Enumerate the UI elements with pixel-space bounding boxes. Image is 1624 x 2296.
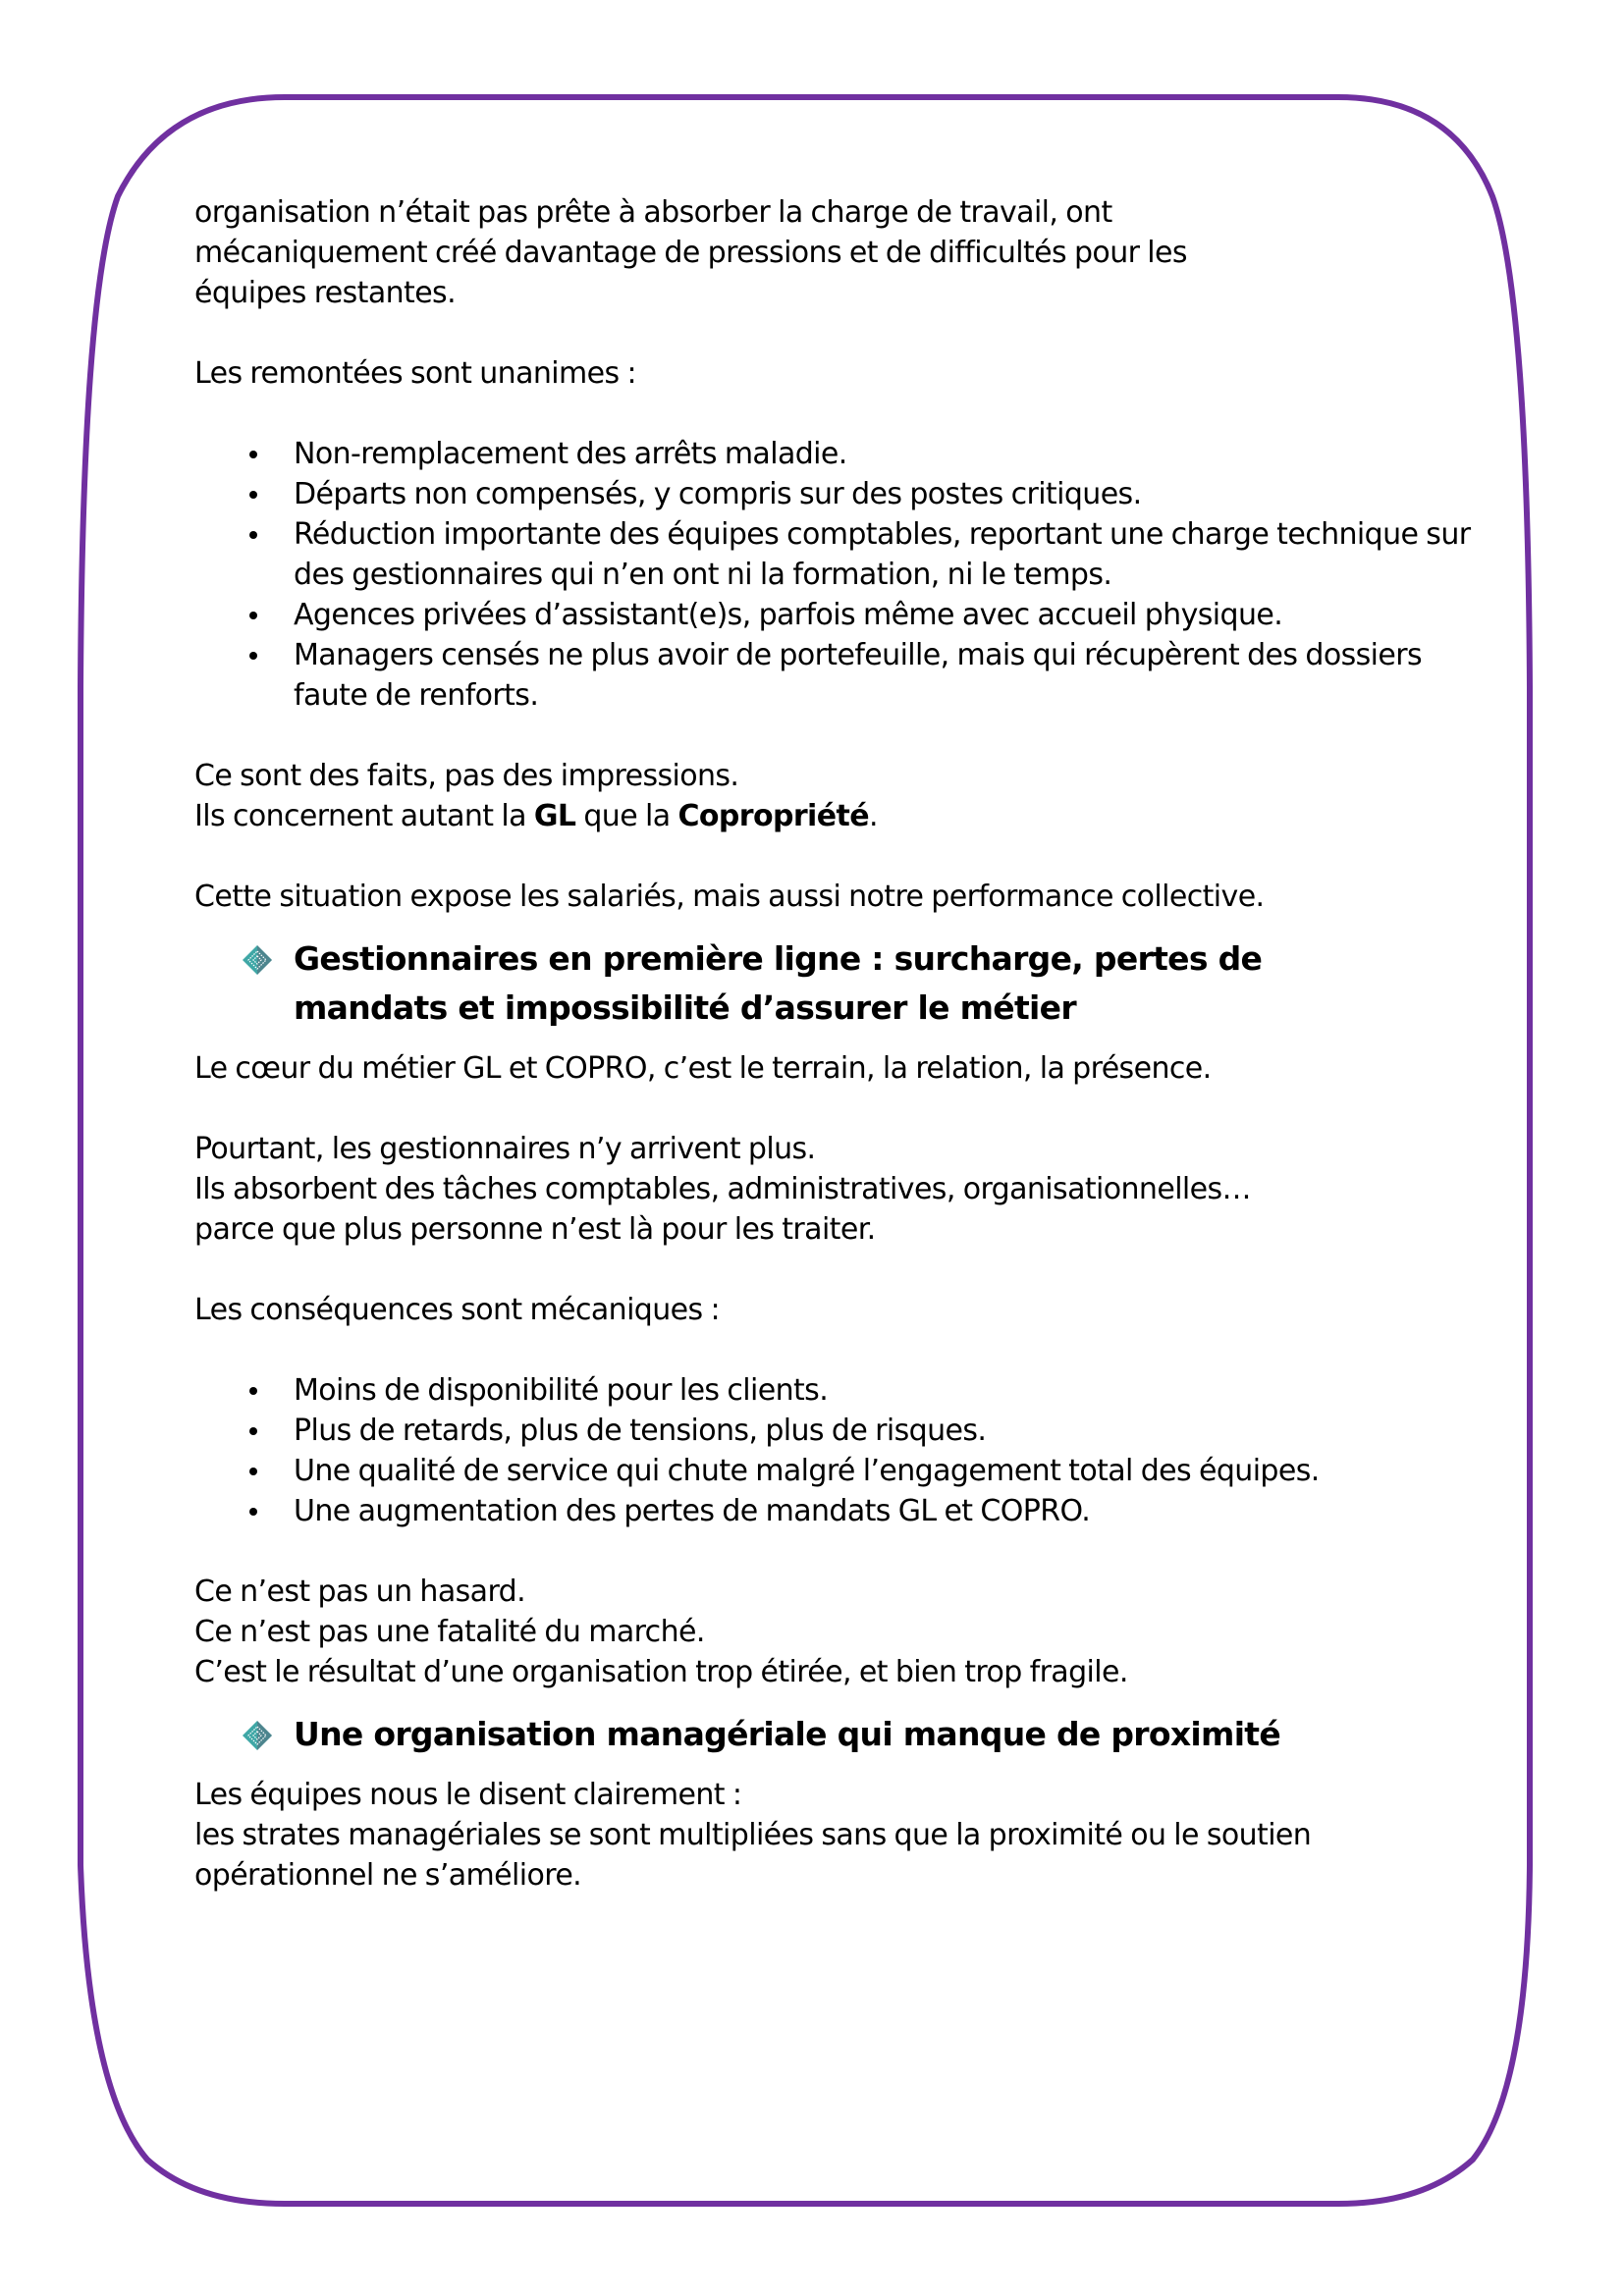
consequences-list	[194, 1370, 1471, 1531]
faits-line: Ce sont des faits, pas des impressions.	[194, 759, 739, 793]
bullet-icon	[249, 1427, 257, 1435]
faits-line: Cette situation expose les salariés, mais aussi notre performance collective.	[194, 880, 1265, 914]
list-item: Réduction importante des équipes comptables, reportant une charge technique sur des gestionnaires qui n’en ont ni la formation, ni le temps.	[194, 514, 1472, 595]
faits-line-bold-mix: Ils concernent autant la GL que la Copropriété.	[194, 799, 878, 833]
bullet-icon	[249, 531, 257, 539]
section-heading-organisation: Une organisation managériale qui manque de proximité	[194, 1710, 1472, 1759]
bullet-icon	[249, 451, 257, 458]
section2-line: Les équipes nous le disent clairement :	[194, 1778, 742, 1812]
section1-paragraph: Le cœur du métier GL et COPRO, c’est le terrain, la relation, la présence.	[194, 1051, 1212, 1086]
intro-line: équipes restantes.	[194, 276, 457, 310]
bullet-icon	[249, 1468, 257, 1475]
closing-line: Ce n’est pas un hasard.	[194, 1575, 526, 1609]
bullet-icon	[249, 612, 257, 619]
diamond-bullet-icon	[242, 944, 273, 976]
intro-paragraph	[194, 192, 1471, 313]
document-body	[194, 192, 1471, 1896]
list-item: Agences privées d’assistant(e)s, parfois même avec accueil physique.	[194, 595, 1550, 635]
remontees-lead: Les remontées sont unanimes :	[194, 356, 636, 391]
remontees-list	[194, 434, 1471, 716]
section2-line: les strates managériales se sont multipliées sans que la proximité ou le soutien	[194, 1818, 1312, 1852]
bullet-icon	[249, 1387, 257, 1395]
section-heading-gestionnaires: Gestionnaires en première ligne : surcharge, pertes de mandats et impossibilité d’assurer le métier	[194, 934, 1374, 1033]
section2-line: opérationnel ne s’améliore.	[194, 1858, 582, 1893]
section1-line: Ils absorbent des tâches comptables, administratives, organisationnelles…	[194, 1172, 1251, 1206]
list-item: Non-remplacement des arrêts maladie.	[194, 434, 1550, 474]
diamond-bullet-icon	[242, 1720, 273, 1751]
list-item: Managers censés ne plus avoir de portefeuille, mais qui récupèrent des dossiers faute de renforts.	[194, 635, 1472, 716]
section1-line: Pourtant, les gestionnaires n’y arrivent plus.	[194, 1132, 816, 1166]
bullet-icon	[249, 491, 257, 499]
bold-copropriete: Copropriété	[677, 799, 869, 833]
list-item: Une qualité de service qui chute malgré l’engagement total des équipes.	[194, 1451, 1403, 1491]
consequences-lead: Les conséquences sont mécaniques :	[194, 1293, 720, 1327]
list-item: Une augmentation des pertes de mandats GL et COPRO.	[194, 1491, 1550, 1531]
section1-line: parce que plus personne n’est là pour les traiter.	[194, 1212, 876, 1247]
intro-line: organisation n’était pas prête à absorber la charge de travail, ont	[194, 195, 1112, 230]
list-item: Moins de disponibilité pour les clients.	[194, 1370, 1550, 1411]
closing-line: Ce n’est pas une fatalité du marché.	[194, 1615, 705, 1649]
list-item: Départs non compensés, y compris sur des postes critiques.	[194, 474, 1550, 514]
closing-line: C’est le résultat d’une organisation trop étirée, et bien trop fragile.	[194, 1655, 1128, 1689]
bold-gl: GL	[533, 799, 576, 833]
intro-line: mécaniquement créé davantage de pressions et de difficultés pour les	[194, 236, 1187, 270]
list-item: Plus de retards, plus de tensions, plus de risques.	[194, 1411, 1550, 1451]
bullet-icon	[249, 652, 257, 660]
bullet-icon	[249, 1508, 257, 1516]
